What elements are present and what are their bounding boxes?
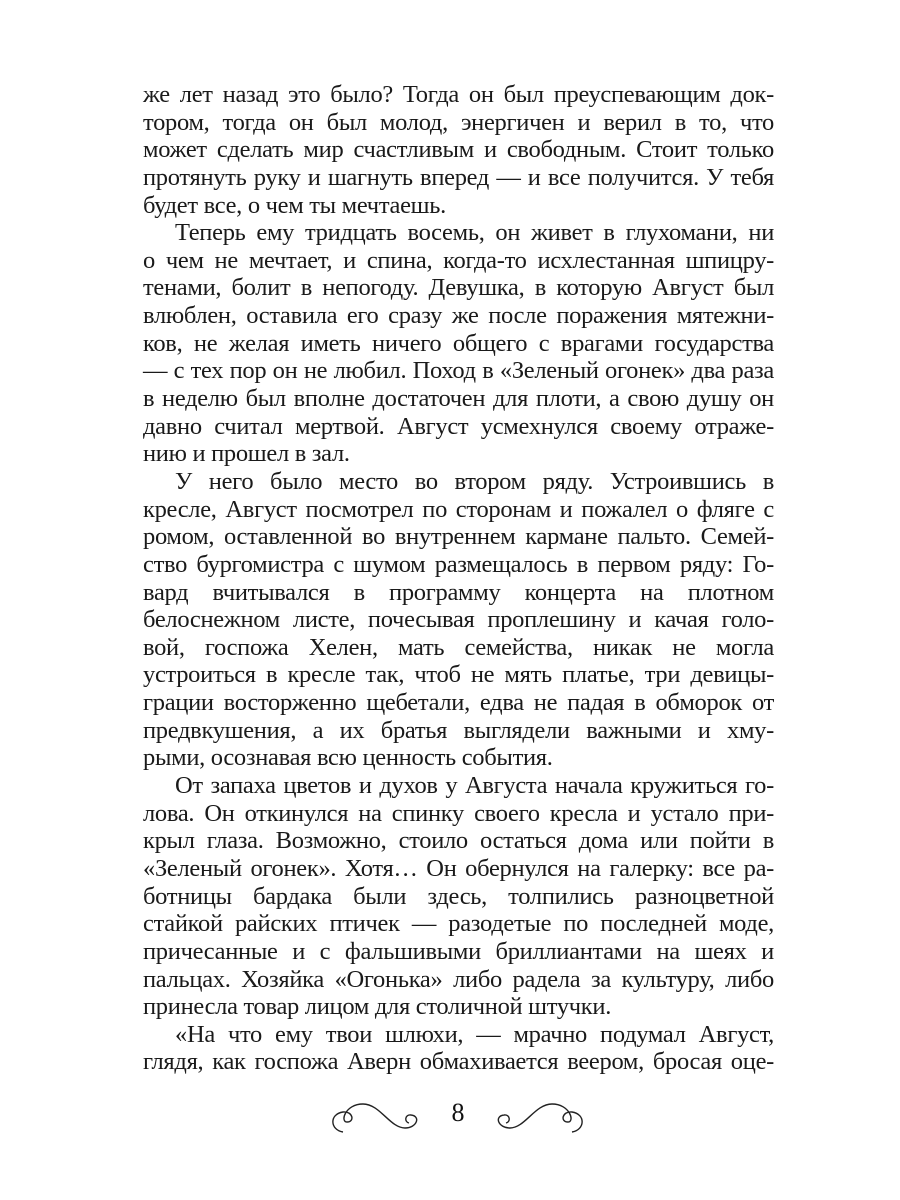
text-line: нию и прошел в зал. xyxy=(143,440,350,468)
text-line: предвкушения, а их братья выглядели важными и хму- xyxy=(143,716,774,744)
text-line: вой, госпожа Хелен, мать семейства, никак не могла xyxy=(143,633,774,661)
text-line: же лет назад это было? Тогда он был преуспевающим док- xyxy=(143,81,774,108)
flourish-left-icon xyxy=(325,1092,425,1147)
text-line: тенами, болит в непогоду. Девушка, в которую Август был xyxy=(143,274,774,302)
text-line: стайкой райских птичек — разодетые по последней моде, xyxy=(143,910,774,938)
text-line: ромом, оставленной во внутреннем кармане пальто. Семей- xyxy=(143,523,774,551)
text-line: «Зеленый огонек». Хотя… Он обернулся на галерку: все ра- xyxy=(143,854,774,882)
text-line: устроиться в кресле так, чтоб не мять платье, три девицы- xyxy=(143,661,774,689)
text-line: вард вчитывался в программу концерта на плотном xyxy=(143,578,774,606)
text-line: ство бургомистра с шумом размещалось в первом ряду: Го- xyxy=(143,550,774,578)
text-line: давно считал мертвой. Август усмехнулся своему отраже- xyxy=(143,412,774,440)
text-line: лова. Он откинулся на спинку своего кресла и устало при- xyxy=(143,799,774,827)
text-line: глядя, как госпожа Аверн обмахивается веером, бросая оце- xyxy=(143,1048,774,1076)
text-line: будет все, о чем ты мечтаешь. xyxy=(143,191,446,219)
text-line: «На что ему твои шлюхи, — мрачно подумал Август, xyxy=(175,1020,774,1048)
text-line: белоснежном листе, почесывая проплешину и качая голо- xyxy=(143,606,774,634)
body-text xyxy=(143,81,774,1076)
flourish-right-icon xyxy=(490,1092,590,1147)
text-line: У него было место во втором ряду. Устроившись в xyxy=(175,467,774,495)
text-line: грации восторженно щебетали, едва не падая в обморок от xyxy=(143,689,774,717)
text-line: о чем не мечтает, и спина, когда-то исхлестанная шпицру- xyxy=(143,246,774,274)
text-line: тором, тогда он был молод, энергичен и верил в то, что xyxy=(143,108,774,136)
page-number: 8 xyxy=(451,1098,465,1127)
text-line: принесла товар лицом для столичной штучки. xyxy=(143,993,612,1021)
text-line: кресле, Август посмотрел по сторонам и пожалел о фляге с xyxy=(143,495,774,523)
text-line: рыми, осознавая всю ценность события. xyxy=(143,744,553,772)
page-footer xyxy=(0,1092,900,1152)
text-line: крыл глаза. Возможно, стоило остаться дома или пойти в xyxy=(143,827,774,855)
text-line: влюблен, оставила его сразу же после поражения мятежни- xyxy=(143,302,774,330)
text-line: в неделю был вполне достаточен для плоти, а свою душу он xyxy=(143,385,774,413)
text-line: пальцах. Хозяйка «Огонька» либо радела за культуру, либо xyxy=(143,965,774,993)
text-line: — с тех пор он не любил. Поход в «Зеленый огонек» два раза xyxy=(143,357,774,385)
text-line: может сделать мир счастливым и свободным. Стоит только xyxy=(143,136,774,164)
text-line: ков, не желая иметь ничего общего с врагами государства xyxy=(143,329,774,357)
text-line: ботницы бардака были здесь, толпились разноцветной xyxy=(143,882,774,910)
text-line: протянуть руку и шагнуть вперед — и все получится. У тебя xyxy=(143,163,774,191)
text-line: От запаха цветов и духов у Августа начала кружиться го- xyxy=(175,772,774,800)
text-line: причесанные и с фальшивыми бриллиантами на шеях и xyxy=(143,937,774,965)
text-line: Теперь ему тридцать восемь, он живет в глухомани, ни xyxy=(175,219,774,247)
